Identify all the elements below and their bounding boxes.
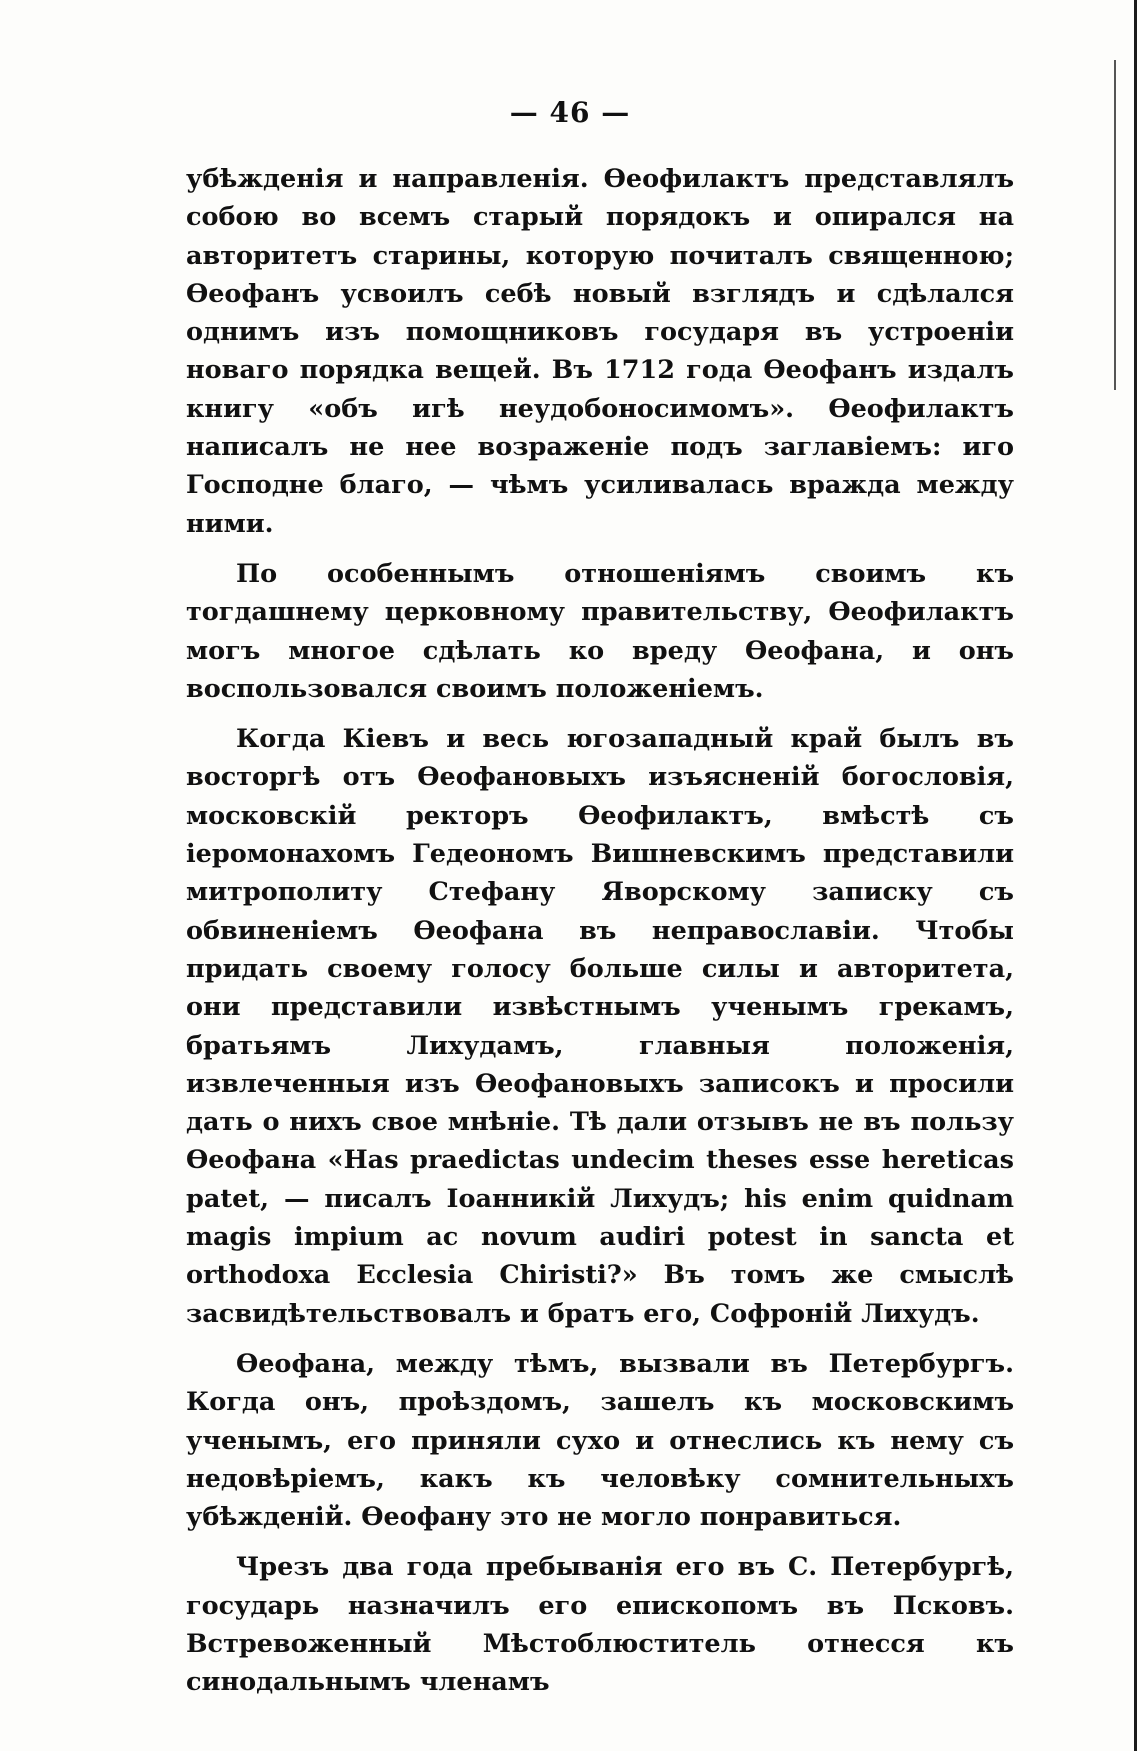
page-body [186,160,1014,1702]
page-number: — 46 — [509,96,631,129]
page-edge-line [1134,0,1137,1751]
paragraph-5: Чрезъ два года пребыванія его въ С. Петербургѣ, государь назначилъ его епископомъ въ Псковъ. Встревоженный Мѣстоблюститель отнесся къ синодальнымъ членамъ [186,1552,1014,1698]
paragraph-2: По особеннымъ отношеніямъ своимъ къ тогдашнему церковному правительству, Ѳеофилактъ могъ многое сдѣлать ко вреду Ѳеофана, и онъ воспользовался своимъ положеніемъ. [186,558,1014,704]
paragraph-1: убѣжденія и направленія. Ѳеофилактъ представлялъ собою во всемъ старый порядокъ и опирался на авторитетъ старины, которую почиталъ священною; Ѳеофанъ усвоилъ себѣ новый взглядъ и сдѣлался однимъ изъ помощниковъ государя въ устроеніи новаго порядка вещей. Въ 1712 года Ѳеофанъ издалъ книгу «объ игѣ неудобоносимомъ». Ѳеофилактъ написалъ не нее возраженіе подъ заглавіемъ: иго Господне благо, — чѣмъ усиливалась вражда между ними. [186,164,1014,539]
paragraph-3: Когда Кіевъ и весь югозападный край былъ въ восторгѣ отъ Ѳеофановыхъ изъясненій богословія, московскій ректоръ Ѳеофилактъ, вмѣстѣ съ іеромонахомъ Гедеономъ Вишневскимъ представили митрополиту Стефану Яворскому записку съ обвиненіемъ Ѳеофана въ неправославіи. Чтобы придать своему голосу больше силы и авторитета, они представили извѣстнымъ ученымъ грекамъ, братьямъ Лихудамъ, главныя положенія, извлеченныя изъ Ѳеофановыхъ записокъ и просили дать о нихъ свое мнѣніе. Тѣ дали отзывъ не въ пользу Ѳеофана «Has praedictas undecim theses esse hereticas patet, — писалъ Іоанникій Лихудъ; his enim quidnam magis impium ac novum audiri potest in sancta et orthodoxa Ecclesia Chiristi?» Въ томъ же смыслѣ засвидѣтельствовалъ и братъ его, Софроній Лихудъ. [186,724,1014,1329]
paragraph-4: Ѳеофана, между тѣмъ, вызвали въ Петербургъ. Когда онъ, проѣздомъ, зашелъ къ московскимъ ученымъ, его приняли сухо и отнеслись къ нему съ недовѣріемъ, какъ къ человѣку сомнительныхъ убѣжденій. Ѳеофану это не могло понравиться. [186,1348,1014,1533]
